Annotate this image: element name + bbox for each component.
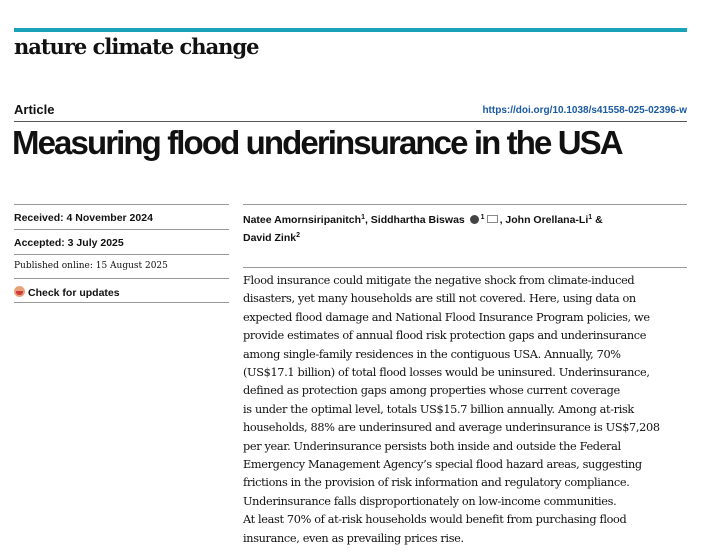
title-rule [14,121,687,122]
abstract-line: (US$17.1 billion) of total flood losses would be uninsured. Underinsurance, [243,366,650,380]
abstract-line: is under the optimal level, totals US$15.7 billion annually. Among at-risk [243,402,634,416]
check-updates-icon [14,286,25,297]
author-name[interactable]: , Siddhartha Biswas [364,214,465,226]
article-title: Measuring flood underinsurance in the USA [12,124,622,161]
accepted-date: Accepted: 3 July 2025 [14,229,229,254]
mail-icon[interactable] [487,215,498,223]
abstract-line: Flood insurance could mitigate the negative shock from climate-induced [243,274,635,287]
abstract-line: frictions in the provision of risk information and regulatory compliance. [243,476,630,490]
doi-link[interactable]: https://doi.org/10.1038/s41558-025-02396-w [482,105,687,116]
header-accent-rule [14,28,687,32]
affiliation-marker: 1 [588,214,593,221]
abstract-line: Emergency Management Agency’s special flood hazard areas, suggesting [243,458,642,472]
author-separator: & [592,214,603,226]
abstract-line: insurance, even as prevailing prices rise. [243,531,464,545]
check-for-updates-button[interactable] [14,278,229,303]
author-list [243,210,673,246]
affiliation-marker: 1 [480,214,485,221]
article-dates [14,204,229,303]
abstract-line: per year. Underinsurance persists both inside and outside the Federal [243,439,621,453]
abstract-line: disasters, yet many households are still not covered. Here, using data on [243,292,636,306]
author-name[interactable]: David Zink [243,232,297,244]
abstract-line: households, 88% are underinsured and average underinsurance is US$7,208 [243,421,660,435]
abstract-line: At least 70% of at-risk households would benefit from purchasing flood [243,513,627,527]
affiliation-marker: 2 [296,232,301,239]
abstract-line: defined as protection gaps among properties whose current coverage [243,384,620,398]
abstract [243,272,703,548]
abstract-line: among single-family residences in the contiguous USA. Annually, 70% [243,347,621,361]
abstract-rule [243,267,687,268]
orcid-icon[interactable] [470,215,479,224]
article-type: Article [14,102,55,117]
journal-name[interactable]: nature climate change [14,34,259,59]
abstract-line: expected flood damage and National Flood Insurance Program policies, we [243,310,650,324]
author-name[interactable]: Natee Amornsiripanitch [243,214,362,226]
author-name[interactable]: , John Orellana-Li [499,214,589,226]
abstract-line: provide estimates of annual flood risk protection gaps and underinsurance [243,329,647,343]
received-date: Received: 4 November 2024 [14,204,229,229]
affiliation-marker: 1 [361,214,365,221]
published-date: Published online: 15 August 2025 [14,254,229,278]
check-updates-label: Check for updates [28,287,120,299]
authors-rule [243,204,687,205]
abstract-line: Underinsurance falls disproportionately on low-income communities. [243,494,617,508]
